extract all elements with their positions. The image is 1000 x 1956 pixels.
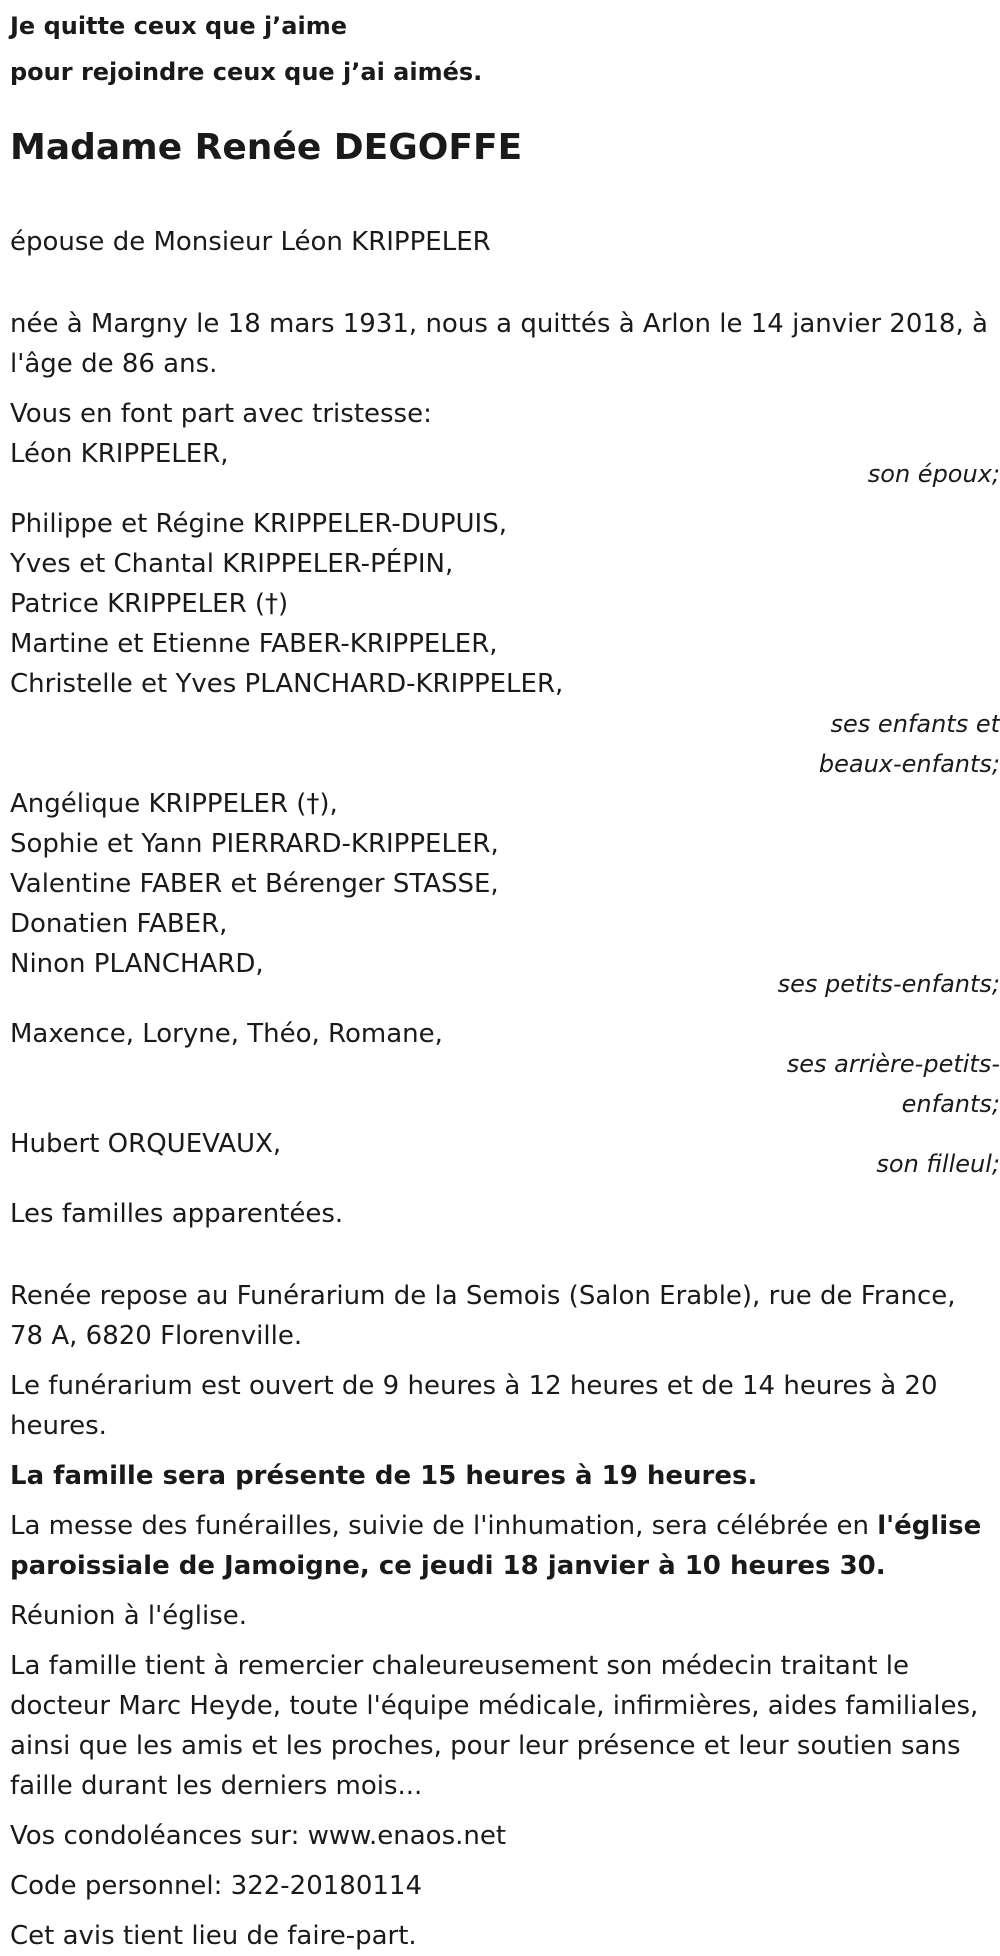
notice-line: Cet avis tient lieu de faire-part. [10,1921,417,1951]
family-role-children: ses enfants et beaux-enfants; [818,710,1000,778]
deceased-spouse: épouse de Monsieur Léon KRIPPELER [10,227,491,257]
resting-place: Renée repose au Funérarium de la Semois (Salon Erable), rue de France, 78 A, 6820 Florenville. [10,1281,956,1351]
mass-intro: La messe des funérailles, suivie de l'inhumation, sera célébrée en [10,1511,878,1541]
family-member: Christelle et Yves PLANCHARD-KRIPPELER, [10,669,564,699]
obituary-notice [10,0,1000,1956]
condolences-line: Vos condoléances sur: www.enaos.net [10,1821,507,1851]
funerarium-hours: Le funérarium est ouvert de 9 heures à 12 heures et de 14 heures à 20 heures. [10,1371,938,1441]
mass-location-time: l'église paroissiale de Jamoigne, ce jeudi 18 janvier à 10 heures 30. [10,1511,982,1581]
thanks-message: La famille tient à remercier chaleureusement son médecin traitant le docteur Marc Heyde, toute l'équipe médicale, infirmières, aides familiales, ainsi que les amis et les proches, pour leur présence et leur soutien sans faille durant les derniers mois... [10,1651,979,1801]
family-member: Donatien FABER, [10,909,228,939]
family-group-godson [10,1124,1000,1184]
epitaph-line-1: Je quitte ceux que j’aime [10,12,348,40]
family-group-children [10,504,1000,784]
family-names-grandchildren [10,784,990,984]
family-member: Hubert ORQUEVAUX, [10,1129,282,1159]
family-group-spouse [10,434,1000,494]
family-names-spouse [10,434,990,474]
family-names-godson [10,1124,990,1164]
family-role-great-grandchildren: ses arrière-petits-enfants; [786,1050,1000,1118]
family-role-godson: son filleul; [876,1150,1000,1178]
epitaph-line-2: pour rejoindre ceux que j’ai aimés. [10,58,483,86]
family-names-children [10,504,990,704]
mass-details [10,1506,990,1586]
church-meeting: Réunion à l'église. [10,1601,248,1631]
family-member: Angélique KRIPPELER (†), [10,789,338,819]
personal-code: Code personnel: 322-20180114 [10,1871,423,1901]
family-group-great-grandchildren [10,1014,1000,1124]
deceased-name: Madame Renée DEGOFFE [10,127,523,168]
family-member: Yves et Chantal KRIPPELER-PÉPIN, [10,549,454,579]
announcement-line: Vous en font part avec tristesse: [10,399,432,429]
family-presence: La famille sera présente de 15 heures à 19 heures. [10,1461,758,1491]
relatives-line: Les familles apparentées. [10,1199,344,1229]
family-member: Sophie et Yann PIERRARD-KRIPPELER, [10,829,499,859]
family-member: Patrice KRIPPELER (†) [10,589,289,619]
family-member: Martine et Etienne FABER-KRIPPELER, [10,629,498,659]
family-role-grandchildren: ses petits-enfants; [777,970,1000,998]
family-member: Ninon PLANCHARD, [10,949,264,979]
family-member: Léon KRIPPELER, [10,439,229,469]
family-member: Maxence, Loryne, Théo, Romane, [10,1019,443,1049]
birth-death-info: née à Margny le 18 mars 1931, nous a quittés à Arlon le 14 janvier 2018, à l'âge de 86 ans. [10,309,988,379]
family-member: Valentine FABER et Bérenger STASSE, [10,869,499,899]
family-member: Philippe et Régine KRIPPELER-DUPUIS, [10,509,507,539]
family-role-spouse: son époux; [867,460,1000,488]
family-group-grandchildren [10,784,1000,1004]
